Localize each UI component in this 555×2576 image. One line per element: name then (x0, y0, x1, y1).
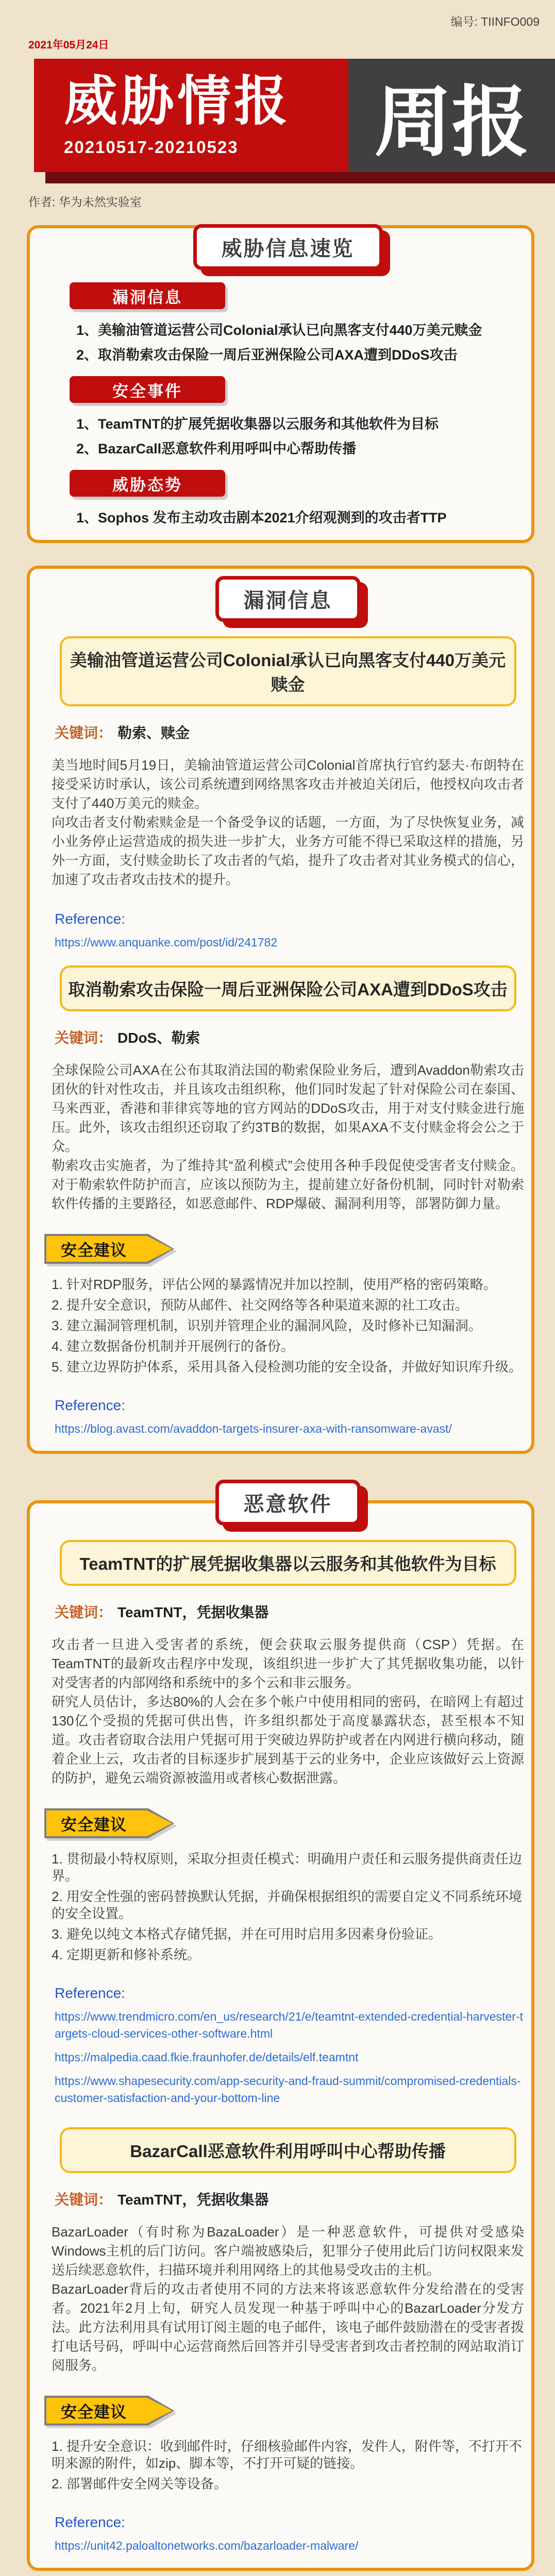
suggestion-item: 4. 建立数据备份机制并开展例行的备份。 (52, 1338, 294, 1354)
overview-item: 1、TeamTNT的扩展凭据收集器以云服务和其他软件为目标 (76, 416, 439, 432)
paragraph: 向攻击者支付勒索赎金是一个备受争议的话题，一方面，为了尽快恢复业务，减小业务停止运营造成的损失进一步扩大，业务方可能不得已采取这样的措施，另外一方面，支付赎金助长了攻击者的气焰，提升了攻击者对其业务模式的信心，加速了攻击者攻击技术的提升。 (52, 815, 524, 887)
suggestion-item: 3. 避免以纯文本格式存储凭据，并在可用时启用多因素身份验证。 (52, 1926, 442, 1942)
suggestion-item: 2. 用安全性强的密码替换默认凭据，并确保根据组织的需要自定义不同系统环境的安全设置。 (52, 1889, 522, 1921)
reference-block (55, 911, 524, 951)
keywords-line (55, 1027, 524, 1047)
article-body (52, 1061, 524, 1213)
advice-label: 安全建议 (61, 2403, 127, 2421)
title-banner (0, 59, 555, 172)
overview-item: 1、美输油管道运营公司Colonial承认已向黑客支付440万美元赎金 (76, 323, 482, 338)
overview-group-trend-badge: 威胁态势 (70, 470, 225, 497)
report-date: 2021年05月24日 (28, 39, 109, 51)
keywords-value: TeamTNT，凭据收集器 (117, 2192, 269, 2208)
keywords-value: TeamTNT，凭据收集器 (117, 1604, 269, 1620)
article-title: 美输油管道运营公司Colonial承认已向黑客支付440万美元赎金 (60, 636, 516, 706)
article-body (52, 756, 524, 889)
paragraph: BazarLoader背后的攻击者使用不同的方法来将该恶意软件分发给潜在的受害者。2021年2月上旬，研究人员发现一种基于呼叫中心的BazarLoader分发方法。此方法利用具有试用订阅主题的电子邮件，该电子邮件鼓励潜在的受害者拨打电话号码，呼叫中心运营商然后回答并引导受害者到攻击者控制的网站取消订阅服务。 (52, 2281, 524, 2373)
author-line: 作者: 华为未然实验室 (28, 195, 142, 209)
reference-label: Reference: (55, 2514, 125, 2530)
suggestion-item: 5. 建立边界防护体系，采用具备入侵检测功能的安全设备，并做好知识库升级。 (52, 1359, 522, 1375)
reference-label: Reference: (55, 911, 125, 927)
paragraph: 美当地时间5月19日，美输油管道运营公司Colonial首席执行官约瑟夫·布朗特在接受采访时承认，该公司系统遭到网络黑客攻击并被迫关闭后，他授权向攻击者支付了440万美元的赎金。 (52, 757, 524, 811)
suggestion-list (52, 1276, 524, 1376)
banner-shadow-strip (45, 172, 555, 183)
article-body (52, 2223, 524, 2375)
article-title: TeamTNT的扩展凭据收集器以云服务和其他软件为目标 (60, 1540, 516, 1586)
overview-group-vuln-badge: 漏洞信息 (70, 282, 225, 309)
overview-item: 2、取消勒索攻击保险一周后亚洲保险公司AXA遭到DDoS攻击 (76, 347, 458, 363)
overview-group-event-badge: 安全事件 (70, 376, 225, 403)
paragraph: 攻击者一旦进入受害者的系统，便会获取云服务提供商（CSP）凭据。在TeamTNT的最新攻击程序中发现，该组织进一步扩大了其凭据收集功能，以针对受害者的内部网络和系统中的多个云和非云服务。 (52, 1637, 524, 1690)
reference-block (55, 2514, 524, 2554)
keywords-line (55, 1601, 524, 1622)
section-title-badge (215, 1480, 361, 1526)
security-advice-badge (44, 1808, 174, 1838)
paragraph: BazarLoader（有时称为BazaLoader）是一种恶意软件，可提供对受感染Windows主机的后门访问。客户端被感染后，犯罪分子使用此后门访问权限来发送后续恶意软件，扫描环境并利用网络上的其他易受攻击的主机。 (52, 2224, 524, 2278)
keywords-line (55, 722, 524, 742)
card-overview (27, 225, 534, 543)
keywords-label: 关键词： (55, 2192, 113, 2208)
suggestion-item: 4. 定期更新和修补系统。 (52, 1947, 200, 1962)
banner-left-block (34, 59, 348, 172)
overview-item: 2、BazarCall恶意软件利用呼叫中心帮助传播 (76, 441, 357, 456)
reference-label: Reference: (55, 1985, 125, 2001)
suggestion-item: 2. 提升安全意识，预防从邮件、社交网络等各种渠道来源的社工攻击。 (52, 1297, 468, 1313)
report-number: 编号: TIINFO009 (450, 15, 540, 28)
section-title: 漏洞信息 (215, 576, 361, 622)
article-title: 取消勒索攻击保险一周后亚洲保险公司AXA遭到DDoS攻击 (60, 965, 516, 1011)
card-malware (27, 1493, 534, 2571)
suggestion-list (52, 1851, 524, 1963)
keywords-value: DDoS、勒索 (117, 1030, 200, 1046)
reference-block (55, 1397, 524, 1437)
reference-link[interactable]: https://www.shapesecurity.com/app-security-and-fraud-summit/compromised-credentials-customer-satisfaction-and-your-bottom-line (55, 2074, 521, 2105)
overview-title: 威胁信息速览 (193, 224, 383, 270)
banner-title: 威胁情报 (64, 72, 291, 132)
suggestion-list (52, 2438, 524, 2493)
suggestion-item: 1. 针对RDP服务，评估公网的暴露情况并加以控制，使用严格的密码策略。 (52, 1277, 497, 1292)
reference-block (55, 1985, 524, 2107)
paragraph: 研究人员估计，多达80%的人会在多个帐户中使用相同的密码，在暗网上有超过130亿个受损的凭据可供出售，许多组织都处于高度暴露状态，甚至根本不知道。攻击者窃取合法用户凭据可用于突破边界防护或者在内网进行横向移动，随着企业上云，攻击者的目标逐步扩展到基于云的业务中，企业应该做好云上资源的防护，避免云端资源被滥用或者核心数据泄露。 (52, 1694, 524, 1786)
reference-link[interactable]: https://unit42.paloaltonetworks.com/bazarloader-malware/ (55, 2539, 359, 2552)
security-advice-badge (44, 2396, 174, 2426)
article-title: BazarCall恶意软件利用呼叫中心帮助传播 (60, 2127, 516, 2173)
banner-period: 20210517-20210523 (64, 137, 239, 157)
keywords-line (55, 2189, 524, 2209)
section-title: 恶意软件 (215, 1480, 361, 1526)
keywords-label: 关键词： (55, 1604, 113, 1620)
reference-label: Reference: (55, 1397, 125, 1413)
suggestion-item: 1. 贯彻最小特权原则，采取分担责任模式：明确用户责任和云服务提供商责任边界。 (52, 1851, 522, 1884)
advice-label: 安全建议 (61, 1816, 127, 1834)
card-vulnerability (27, 566, 534, 1454)
keywords-value: 勒索、赎金 (117, 725, 190, 741)
suggestion-item: 2. 部署邮件安全网关等设备。 (52, 2476, 227, 2492)
paragraph: 勒索攻击实施者，为了维持其“盈利模式”会使用各种手段促使受害者支付赎金。对于勒索软件防护而言，应该以预防为主，提前建立好备份机制，同时针对勒索软件传播的主要路径，如恶意邮件、RDP爆破、漏洞利用等，部署防御力量。 (52, 1158, 524, 1211)
suggestion-item: 3. 建立漏洞管理机制，识别并管理企业的漏洞风险，及时修补已知漏洞。 (52, 1318, 482, 1333)
reference-link[interactable]: https://malpedia.caad.fkie.fraunhofer.de/details/elf.teamtnt (55, 2050, 359, 2064)
advice-label: 安全建议 (61, 1241, 127, 1260)
overview-title-badge (193, 224, 383, 270)
reference-link[interactable]: https://blog.avast.com/avaddon-targets-insurer-axa-with-ransomware-avast/ (55, 1422, 452, 1435)
banner-weekly-badge: 周报 (348, 59, 555, 172)
paragraph: 全球保险公司AXA在公布其取消法国的勒索保险业务后，遭到Avaddon勒索攻击团伙的针对性攻击，并且该攻击组织称，他们同时发起了针对保险公司在泰国、马来西亚，香港和菲律宾等地的官方网站的DDoS攻击，用于对支付赎金进行施压。此外，该攻击组织还窃取了约3TB的数据，如果AXA不支付赎金将会公之于众。 (52, 1062, 524, 1154)
reference-link[interactable]: https://www.trendmicro.com/en_us/research/21/e/teamtnt-extended-credential-harvester-targets-cloud-services-other-software.html (55, 2010, 523, 2040)
suggestion-item: 1. 提升安全意识：收到邮件时，仔细核验邮件内容，发件人，附件等，不打开不明来源的附件，如zip、脚本等，不打开可疑的链接。 (52, 2438, 522, 2471)
section-title-badge (215, 576, 361, 622)
overview-item: 1、Sophos 发布主动攻击剧本2021介绍观测到的攻击者TTP (76, 510, 447, 526)
article-body (52, 1635, 524, 1788)
keywords-label: 关键词： (55, 1030, 113, 1046)
keywords-label: 关键词： (55, 725, 113, 741)
reference-link[interactable]: https://www.anquanke.com/post/id/241782 (55, 936, 278, 949)
security-advice-badge (44, 1234, 174, 1264)
